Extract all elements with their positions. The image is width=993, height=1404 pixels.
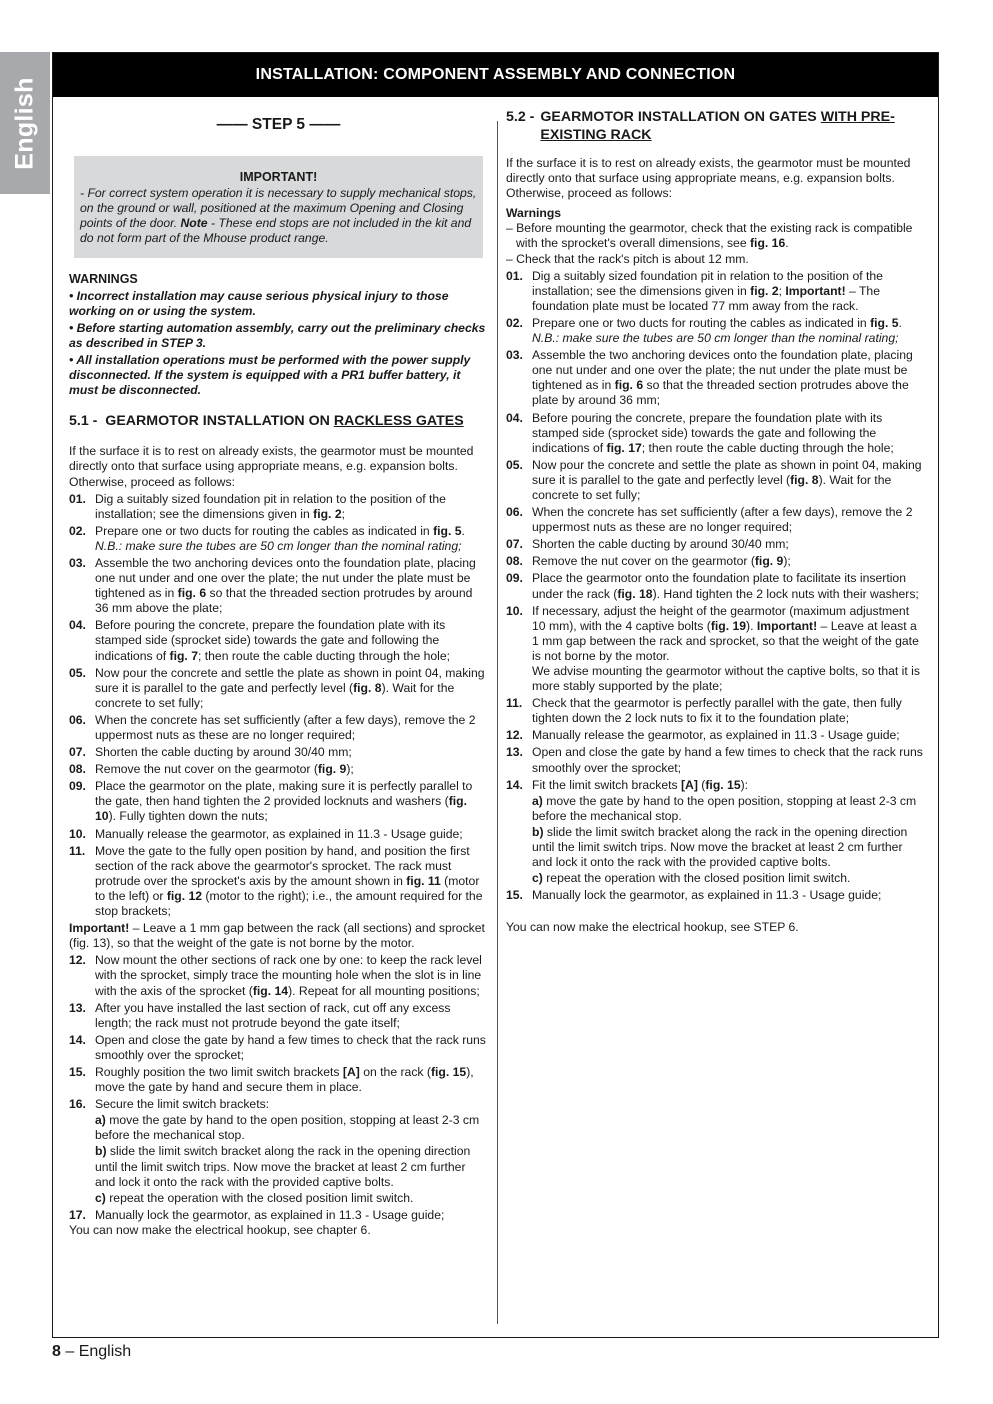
right-warnings-list bbox=[506, 221, 925, 266]
step-text: Check that the gearmotor is perfectly parallel with the gate, then fully tighten down the 2 lock nuts to fix it to the foundation plate; bbox=[532, 696, 902, 726]
step-item bbox=[69, 844, 488, 919]
step-number: 12. bbox=[506, 728, 523, 743]
left-closing: You can now make the electrical hookup, see chapter 6. bbox=[69, 1222, 371, 1237]
step-item bbox=[506, 604, 925, 695]
important-title: IMPORTANT! bbox=[239, 170, 318, 185]
step-text: Manually lock the gearmotor, as explained in 11.3 - Usage guide; bbox=[95, 1207, 445, 1222]
step-text: Secure the limit switch brackets: bbox=[95, 1097, 270, 1112]
step-text: Shorten the cable ducting by around 30/40 mm; bbox=[95, 745, 352, 760]
language-tab-label: English bbox=[10, 76, 39, 170]
step-item bbox=[69, 762, 488, 777]
section-5-1-intro: If the surface it is to rest on already exists, the gearmotor must be mounted directly onto that surface using appropriate means, e.g. expansion bolts. Otherwise, proceed as follows: bbox=[69, 444, 474, 489]
step-item bbox=[69, 556, 488, 616]
step-text: Prepare one or two ducts for routing the cables as indicated in fig. 5. N.B.: make sure the tubes are 50 cm longer than the nominal rating; bbox=[95, 524, 488, 554]
step-item bbox=[506, 411, 925, 456]
step-number: 07. bbox=[506, 537, 523, 552]
sub-item: a) move the gate by hand to the open position, stopping at least 2-3 cm before the mechanical stop. bbox=[532, 793, 917, 823]
step-16-sublist bbox=[69, 1113, 488, 1206]
step-item bbox=[69, 953, 488, 998]
warning-item: – Before mounting the gearmotor, check that the existing rack is compatible with the sprocket's overall dimensions, see fig. 16. bbox=[506, 221, 913, 251]
step-text: Prepare one or two ducts for routing the cables as indicated in fig. 5. N.B.: make sure the tubes are 50 cm longer than the nominal rating; bbox=[532, 316, 925, 346]
step-number: 10. bbox=[506, 603, 523, 618]
column-divider bbox=[497, 121, 498, 1324]
step-item bbox=[69, 1033, 488, 1063]
step-item bbox=[506, 778, 925, 793]
step-text: Roughly position the two limit switch brackets [A] on the rack (fig. 15), move the gate by hand and secure them in place. bbox=[95, 1064, 474, 1095]
section-5-2-steps bbox=[506, 269, 925, 793]
page-frame bbox=[52, 52, 939, 1338]
step-number: 11. bbox=[69, 843, 86, 858]
step-item bbox=[506, 554, 925, 569]
step-text: After you have installed the last section of rack, cut off any excess length; the rack must not protrude beyond the gate itself; bbox=[95, 1000, 451, 1030]
warning-item: – Check that the rack's pitch is about 12 mm. bbox=[506, 251, 749, 266]
warning-item: • Before starting automation assembly, carry out the preliminary checks as described in STEP 3. bbox=[69, 320, 486, 350]
step-number: 12. bbox=[69, 953, 86, 968]
step-number: 04. bbox=[69, 618, 86, 633]
step-text: Before pouring the concrete, prepare the foundation plate with its stamped side (sprocket side) towards the gate and following the indications of fig. 7; then route the cable ducting through the hole; bbox=[95, 618, 451, 663]
step-text: When the concrete has set sufficiently (after a few days), remove the 2 uppermost nuts as these are no longer required; bbox=[95, 712, 476, 742]
step-number: 05. bbox=[69, 665, 86, 680]
step-number: 05. bbox=[506, 457, 523, 472]
step-item bbox=[69, 666, 488, 711]
step-text: Fit the limit switch brackets [A] (fig. 15): bbox=[532, 777, 749, 792]
step-text: Shorten the cable ducting by around 30/40 mm; bbox=[532, 537, 789, 552]
step-text: Remove the nut cover on the gearmotor (fig. 9); bbox=[532, 554, 791, 569]
step-number: 09. bbox=[69, 779, 86, 794]
step-number: 01. bbox=[506, 268, 523, 283]
step-text: Open and close the gate by hand a few times to check that the rack runs smoothly over the sprocket; bbox=[532, 745, 923, 775]
step-item bbox=[69, 1208, 488, 1223]
step-number: 13. bbox=[69, 1000, 86, 1015]
step-text: If necessary, adjust the height of the gearmotor (maximum adjustment 10 mm), with the 4 captive bolts (fig. 19). Important! – Leave at least a 1 mm gap between the rack and sprocket, so that the weight of the gate is not borne by the motor. We advise mounting the gearmotor without the captive bolts, so that it is more stably supported by the plate; bbox=[532, 604, 925, 695]
left-column bbox=[69, 115, 488, 1238]
right-column bbox=[506, 109, 925, 936]
step-number: 10. bbox=[69, 826, 86, 841]
step-text: Before pouring the concrete, prepare the foundation plate with its stamped side (sprocket side) towards the gate and following the indications of fig. 17; then route the cable ducting through the hole; bbox=[532, 410, 894, 455]
step-14-sublist bbox=[506, 794, 925, 887]
step-number: 08. bbox=[69, 762, 86, 777]
warning-item: • All installation operations must be performed with the power supply disconnected. If the system is equipped with a PR1 buffer battery, it must be disconnected. bbox=[69, 353, 471, 398]
step-item bbox=[69, 779, 488, 824]
step-number: 06. bbox=[69, 712, 86, 727]
step-number: 03. bbox=[506, 348, 523, 363]
step-text: Now mount the other sections of rack one by one: to keep the rack level with the sprocket, simply trace the mounting hole when the slot is in line with the axis of the sprocket (fig. 14). Repeat for all mounting positions; bbox=[95, 953, 482, 998]
step-number: 15. bbox=[506, 888, 523, 903]
step-text: Manually lock the gearmotor, as explained in 11.3 - Usage guide; bbox=[532, 888, 882, 903]
step-item bbox=[69, 618, 488, 663]
step-text: Now pour the concrete and settle the plate as shown in point 04, making sure it is parallel to the gate and perfectly level (fig. 8). Wait for the concrete to set fully; bbox=[532, 457, 922, 502]
step-number: 07. bbox=[69, 745, 86, 760]
step-item bbox=[506, 728, 925, 743]
step-item bbox=[506, 745, 925, 775]
step-text: Open and close the gate by hand a few times to check that the rack runs smoothly over the sprocket; bbox=[95, 1032, 486, 1062]
step-item bbox=[69, 745, 488, 760]
step-number: 17. bbox=[69, 1207, 86, 1222]
step-item bbox=[69, 1001, 488, 1031]
language-side-tab bbox=[0, 52, 50, 194]
section-5-1-title: 5.1 - GEARMOTOR INSTALLATION ON RACKLESS GATES bbox=[69, 413, 464, 430]
step-text: Move the gate to the fully open position by hand, and position the first section of the rack above the gearmotor's sprocket. The rack must protrude over the sprocket's axis by the amount shown in fig. 11 (motor to the left) or fig. 12 (motor to the right); i.e., the amount required for the stop brackets; bbox=[95, 843, 483, 919]
step-number: 14. bbox=[69, 1032, 86, 1047]
important-text: - For correct system operation it is necessary to supply mechanical stops, on the ground or wall, positioned at the maximum Opening and Closing points of the door. Note - These end stops are not included in the kit and do not form part of the Mhouse product range. bbox=[80, 186, 477, 246]
step-note: N.B.: make sure the tubes are 50 cm longer than the nominal rating; bbox=[532, 331, 899, 346]
step-item bbox=[506, 571, 925, 601]
section-5-2-intro: If the surface it is to rest on already exists, the gearmotor must be mounted directly onto that surface using appropriate means, e.g. expansion bolts. Otherwise, proceed as follows: bbox=[506, 156, 911, 201]
step-item bbox=[506, 316, 925, 346]
important-line: Important! – Leave a 1 mm gap between the rack (all sections) and sprocket (fig. 13), so that the weight of the gate is not borne by the motor. bbox=[69, 921, 485, 951]
step-item bbox=[506, 269, 925, 314]
step-number: 09. bbox=[506, 571, 523, 586]
page-header: INSTALLATION: COMPONENT ASSEMBLY AND CONNECTION bbox=[53, 53, 938, 97]
step-number: 14. bbox=[506, 777, 523, 792]
sub-item: a) move the gate by hand to the open position, stopping at least 2-3 cm before the mechanical stop. bbox=[95, 1113, 480, 1143]
sub-item: b) slide the limit switch bracket along the rack in the opening direction until the limit switch trips. Now move the bracket at least 2 cm further and lock it onto the rack with the provided captive bolts. bbox=[95, 1144, 471, 1189]
right-closing: You can now make the electrical hookup, see STEP 6. bbox=[506, 920, 799, 935]
step-title: —— STEP 5 —— bbox=[216, 116, 341, 133]
step-number: 01. bbox=[69, 491, 86, 506]
step-number: 08. bbox=[506, 554, 523, 569]
section-5-1-steps-b bbox=[69, 953, 488, 1112]
step-text: Now pour the concrete and settle the plate as shown in point 04, making sure it is parallel to the gate and perfectly level (fig. 8). Wait for the concrete to set fully; bbox=[95, 665, 485, 710]
step-item bbox=[69, 827, 488, 842]
step-15 bbox=[506, 888, 925, 903]
step-item bbox=[506, 505, 925, 535]
step-item bbox=[506, 537, 925, 552]
step-text: Assemble the two anchoring devices onto the foundation plate, placing one nut under and one over the plate; the nut under the plate must be tightened as in fig. 6 so that the threaded section protrudes above the plate by around 36 mm; bbox=[532, 348, 913, 408]
step-item bbox=[69, 492, 488, 522]
step-item bbox=[506, 348, 925, 408]
step-item bbox=[69, 1097, 488, 1112]
step-number: 06. bbox=[506, 505, 523, 520]
warnings-title: WARNINGS bbox=[69, 271, 138, 286]
step-item bbox=[506, 888, 925, 903]
step-number: 03. bbox=[69, 555, 86, 570]
step-item bbox=[506, 458, 925, 503]
section-5-2-title: 5.2 - GEARMOTOR INSTALLATION ON GATES WITH PRE-EXISTING RACK bbox=[506, 109, 895, 143]
step-text: Manually release the gearmotor, as explained in 11.3 - Usage guide; bbox=[95, 826, 463, 841]
step-number: 13. bbox=[506, 745, 523, 760]
step-number: 16. bbox=[69, 1097, 86, 1112]
step-text: Dig a suitably sized foundation pit in relation to the position of the installation; see the dimensions given in fig. 2; Important! – The foundation plate must be located 77 mm away from the rack. bbox=[532, 268, 883, 313]
step-item bbox=[506, 696, 925, 726]
step-text: When the concrete has set sufficiently (after a few days), remove the 2 uppermost nuts as these are no longer required; bbox=[532, 505, 913, 535]
step-17 bbox=[69, 1208, 488, 1223]
step-number: 04. bbox=[506, 410, 523, 425]
step-item bbox=[69, 713, 488, 743]
step-number: 11. bbox=[506, 696, 523, 711]
step-item bbox=[69, 524, 488, 554]
step-note: N.B.: make sure the tubes are 50 cm longer than the nominal rating; bbox=[95, 538, 462, 553]
important-box bbox=[74, 156, 483, 257]
step-item bbox=[69, 1065, 488, 1095]
step-number: 02. bbox=[69, 523, 86, 538]
step-text: Manually release the gearmotor, as explained in 11.3 - Usage guide; bbox=[532, 728, 900, 743]
right-warnings-title: Warnings bbox=[506, 206, 562, 221]
step-text: Dig a suitably sized foundation pit in relation to the position of the installation; see the dimensions given in fig. 2; bbox=[95, 491, 446, 521]
step-text: Place the gearmotor on the plate, making sure it is perfectly parallel to the gate, then hand tighten the 2 provided locknuts and washers (fig. 10). Fully tighten down the nuts; bbox=[95, 779, 473, 824]
step-number: 02. bbox=[506, 315, 523, 330]
step-extra: We advise mounting the gearmotor without the captive bolts, so that it is more stably supported by the plate; bbox=[532, 664, 920, 694]
step-text: Assemble the two anchoring devices onto the foundation plate, placing one nut under and one over the plate; the nut under the plate must be tightened as in fig. 6 so that the threaded section protrudes by around 36 mm above the plate; bbox=[95, 555, 476, 616]
step-text: Remove the nut cover on the gearmotor (fig. 9); bbox=[95, 762, 354, 777]
sub-item: b) slide the limit switch bracket along the rack in the opening direction until the limit switch trips. Now move the bracket at least 2 cm further and lock it onto the rack with the provided captive bolts. bbox=[532, 824, 908, 870]
warnings-list bbox=[69, 289, 488, 399]
step-text: Place the gearmotor onto the foundation plate to facilitate its insertion under the rack (fig. 18). Hand tighten the 2 lock nuts with their washers; bbox=[532, 571, 919, 601]
page-footer: 8 – English bbox=[52, 1343, 132, 1360]
sub-item: c) repeat the operation with the closed position limit switch. bbox=[532, 871, 851, 886]
step-number: 15. bbox=[69, 1064, 86, 1079]
warning-item: • Incorrect installation may cause serious physical injury to those working on or using the system. bbox=[69, 288, 449, 318]
section-5-1-steps-a bbox=[69, 492, 488, 920]
sub-item: c) repeat the operation with the closed position limit switch. bbox=[95, 1190, 414, 1205]
